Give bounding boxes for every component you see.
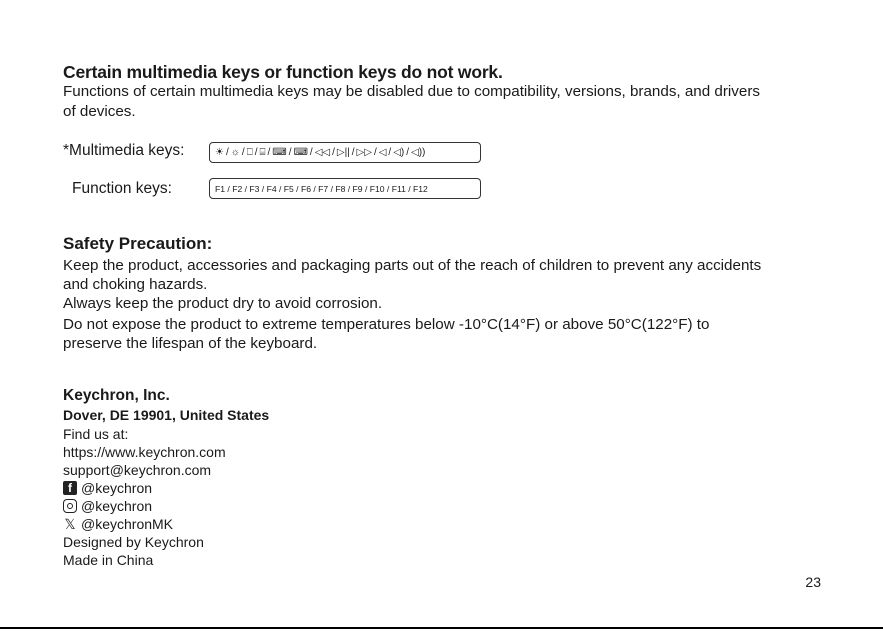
made-in: Made in China [63,552,154,568]
multimedia-label: *Multimedia keys: [63,142,185,159]
instagram-row[interactable] [63,497,152,515]
compat-line-1: Functions of certain multimedia keys may be disabled due to compatibility, versions, brands, and drivers [63,83,760,100]
multimedia-key-icon: ⌨ [272,147,287,158]
support-email-link[interactable]: support@keychron.com [63,462,212,478]
safety-line-2: and choking hazards. [63,276,208,293]
multimedia-key-icon: ☼ [230,147,240,158]
multimedia-key-icon: ◁)) [411,147,426,158]
multimedia-key-icon: ☀ [215,147,224,158]
compat-heading: Certain multimedia keys or function keys do not work. [63,62,503,82]
multimedia-key-icon: ⌨ [293,147,308,158]
multimedia-key-icon: ⎕ [246,147,253,158]
separator: / [241,147,245,158]
separator: / [309,147,313,158]
multimedia-keys-box [209,142,481,163]
multimedia-key-icon: ⌸ [259,147,266,158]
multimedia-key-icon: ◁ [378,147,387,158]
separator: / [388,147,392,158]
separator: / [267,147,271,158]
compat-line-2: of devices. [63,103,136,120]
instagram-handle: @keychron [81,498,153,514]
separator: / [288,147,292,158]
company-address: Dover, DE 19901, United States [63,407,270,423]
designed-by: Designed by Keychron [63,534,204,550]
safety-line-1: Keep the product, accessories and packaging parts out of the reach of children to prevent any accidents [63,257,762,274]
x-handle: @keychronMK [81,516,174,532]
separator: / [406,147,410,158]
bottom-rule [0,627,883,629]
page-number: 23 [805,574,821,590]
multimedia-key-icon: ▷|| [336,147,350,158]
company-name: Keychron, Inc. [63,387,170,404]
safety-line-3: Always keep the product dry to avoid corrosion. [63,295,383,312]
separator: / [373,147,377,158]
multimedia-key-icon: ◁◁ [314,147,331,158]
multimedia-key-icon: ◁) [393,147,405,158]
safety-heading: Safety Precaution: [63,234,213,253]
instagram-icon [63,499,77,513]
multimedia-icons [215,147,425,158]
function-label: Function keys: [72,180,172,197]
facebook-row[interactable] [63,479,152,497]
multimedia-key-icon: ▷▷ [356,147,372,158]
separator: / [351,147,355,158]
function-keys-text: F1 / F2 / F3 / F4 / F5 / F6 / F7 / F8 / F9 / F10 / F11 / F12 [215,183,428,194]
x-icon: 𝕏 [64,516,76,532]
find-us-label: Find us at: [63,426,129,442]
facebook-icon: f [63,481,77,495]
function-keys-box [209,178,481,199]
safety-line-4: Do not expose the product to extreme temperatures below -10°C(14°F) or above 50°C(122°F) to [63,316,710,333]
separator: / [254,147,258,158]
separator: / [332,147,335,158]
safety-line-5: preserve the lifespan of the keyboard. [63,335,318,352]
facebook-handle: @keychron [81,480,153,496]
x-row[interactable] [63,515,173,533]
website-link[interactable]: https://www.keychron.com [63,444,226,460]
separator: / [225,147,229,158]
